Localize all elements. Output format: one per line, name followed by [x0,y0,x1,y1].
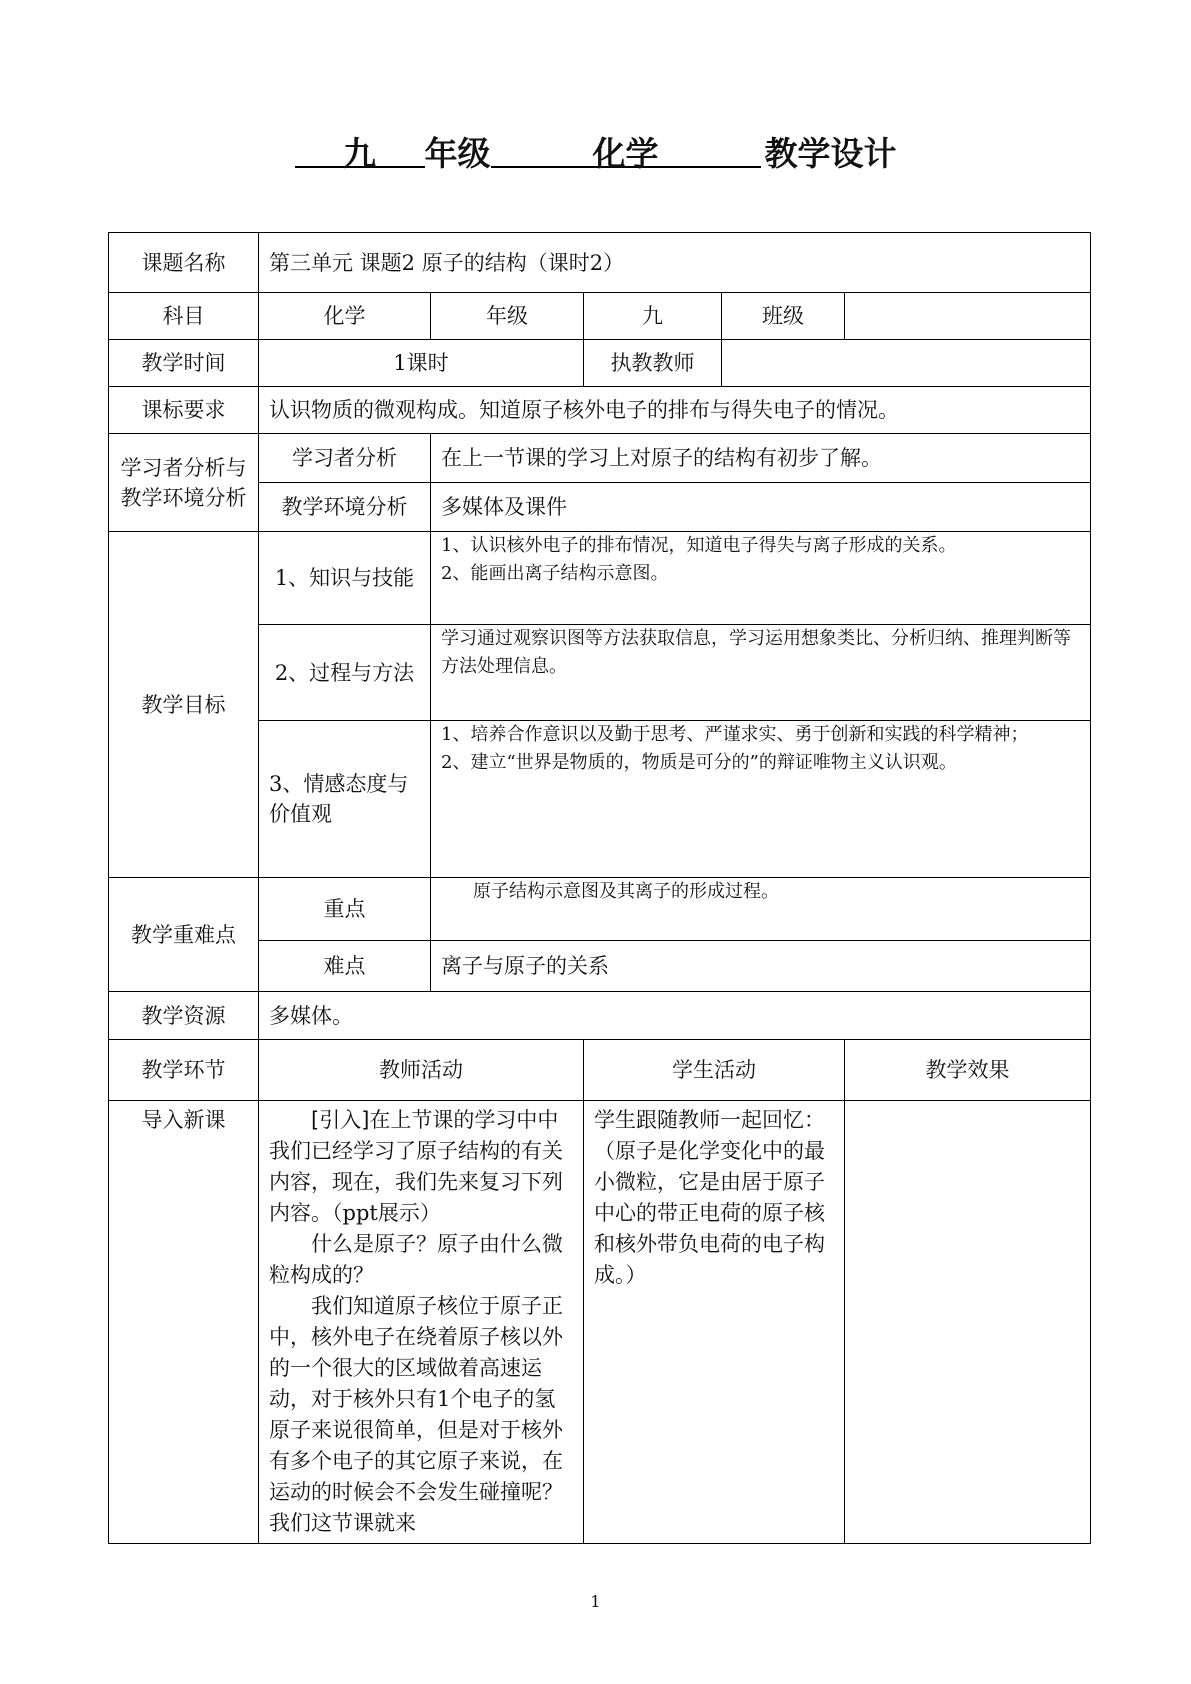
row-resources [109,992,1091,1040]
goal3-line: 2、建立“世界是物质的，物质是可分的”的辩证唯物主义认识观。 [441,752,957,773]
difficult-label: 难点 [259,941,431,992]
class-label: 班级 [722,293,845,340]
standard-label: 课标要求 [109,387,259,434]
resources-label: 教学资源 [109,992,259,1040]
goal3-value [431,721,1091,878]
row-learner [109,434,1091,483]
stage1-label: 导入新课 [109,1101,259,1544]
doc-type: 教学设计 [764,134,897,173]
row-goal1 [109,532,1091,625]
difficult-value: 离子与原子的关系 [431,941,1091,992]
row-subject [109,293,1091,340]
key-value: 原子结构示意图及其离子的形成过程。 [431,878,1091,941]
intro-text: 在上节课的学习中中我们已经学习了原子结构的有关内容，现在，我们先来复习下列内容。（ppt展示） [269,1108,563,1225]
intro-paragraph [269,1105,573,1229]
row-standard [109,387,1091,434]
topic-value: 第三单元 课题2 原子的结构（课时2） [259,233,1091,293]
analysis-label: 学习者分析与教学环境分析 [109,434,259,532]
effect-cell [845,1101,1091,1544]
intro-tag: [引入] [311,1108,370,1132]
goal2-label: 2、过程与方法 [259,625,431,721]
subject-value: 化学 [259,293,431,340]
learner-label: 学习者分析 [259,434,431,483]
row-time [109,340,1091,387]
goals-label: 教学目标 [109,532,259,878]
goal1-line: 1、认识核外电子的排布情况，知道电子得失与离子形成的关系。 [441,535,957,556]
env-label: 教学环境分析 [259,483,431,532]
subject-blank: 化学 [491,132,761,168]
class-value [845,293,1091,340]
goal1-value [431,532,1091,625]
row-key [109,878,1091,941]
teacher-label: 执教教师 [584,340,722,387]
resources-value: 多媒体。 [259,992,1091,1040]
learner-value: 在上一节课的学习上对原子的结构有初步了解。 [431,434,1091,483]
row-topic [109,233,1091,293]
topic-label: 课题名称 [109,233,259,293]
lesson-plan-table [108,232,1091,1544]
grade-blank: 九 [295,132,425,168]
time-label: 教学时间 [109,340,259,387]
key-label: 重点 [259,878,431,941]
stage-header: 教学环节 [109,1040,259,1101]
goal3-label: 3、情感态度与价值观 [259,721,431,878]
grade-suffix: 年级 [424,134,491,173]
page-number: 1 [590,1592,601,1611]
row-stage1 [109,1101,1091,1544]
goal2-value: 学习通过观察识图等方法获取信息，学习运用想象类比、分析归纳、推理判断等方法处理信息。 [431,625,1091,721]
effect-header: 教学效果 [845,1040,1091,1101]
goal3-line: 1、培养合作意识以及勤于思考、严谨求实、勇于创新和实践的科学精神； [441,724,1029,745]
keypoints-label: 教学重难点 [109,878,259,992]
body-paragraph: 我们知道原子核位于原子正中，核外电子在绕着原子核以外的一个很大的区域做着高速运动，对于核外只有1个电子的氢原子来说很简单，但是对于核外有多个电子的其它原子来说，在运动的时候会不会发生碰撞呢？我们这节课就来 [269,1294,563,1535]
row-activity-headers [109,1040,1091,1101]
env-value: 多媒体及课件 [431,483,1091,532]
page-title [0,132,1191,176]
standard-value: 认识物质的微观构成。知道原子核外电子的排布与得失电子的情况。 [259,387,1091,434]
student-activity-header: 学生活动 [584,1040,845,1101]
grade-value: 九 [584,293,722,340]
goal1-line: 2、能画出离子结构示意图。 [441,563,669,584]
teacher-activity-cell [259,1101,584,1544]
grade-label: 年级 [431,293,584,340]
time-value: 1课时 [259,340,584,387]
question-paragraph: 什么是原子？原子由什么微粒构成的？ [269,1232,563,1287]
teacher-value [722,340,1091,387]
goal1-label: 1、知识与技能 [259,532,431,625]
student-activity-cell: 学生跟随教师一起回忆：（原子是化学变化中的最小微粒，它是由居于原子中心的带正电荷的原子核和核外带负电荷的电子构成。） [584,1101,845,1544]
subject-label: 科目 [109,293,259,340]
teacher-activity-header: 教师活动 [259,1040,584,1101]
